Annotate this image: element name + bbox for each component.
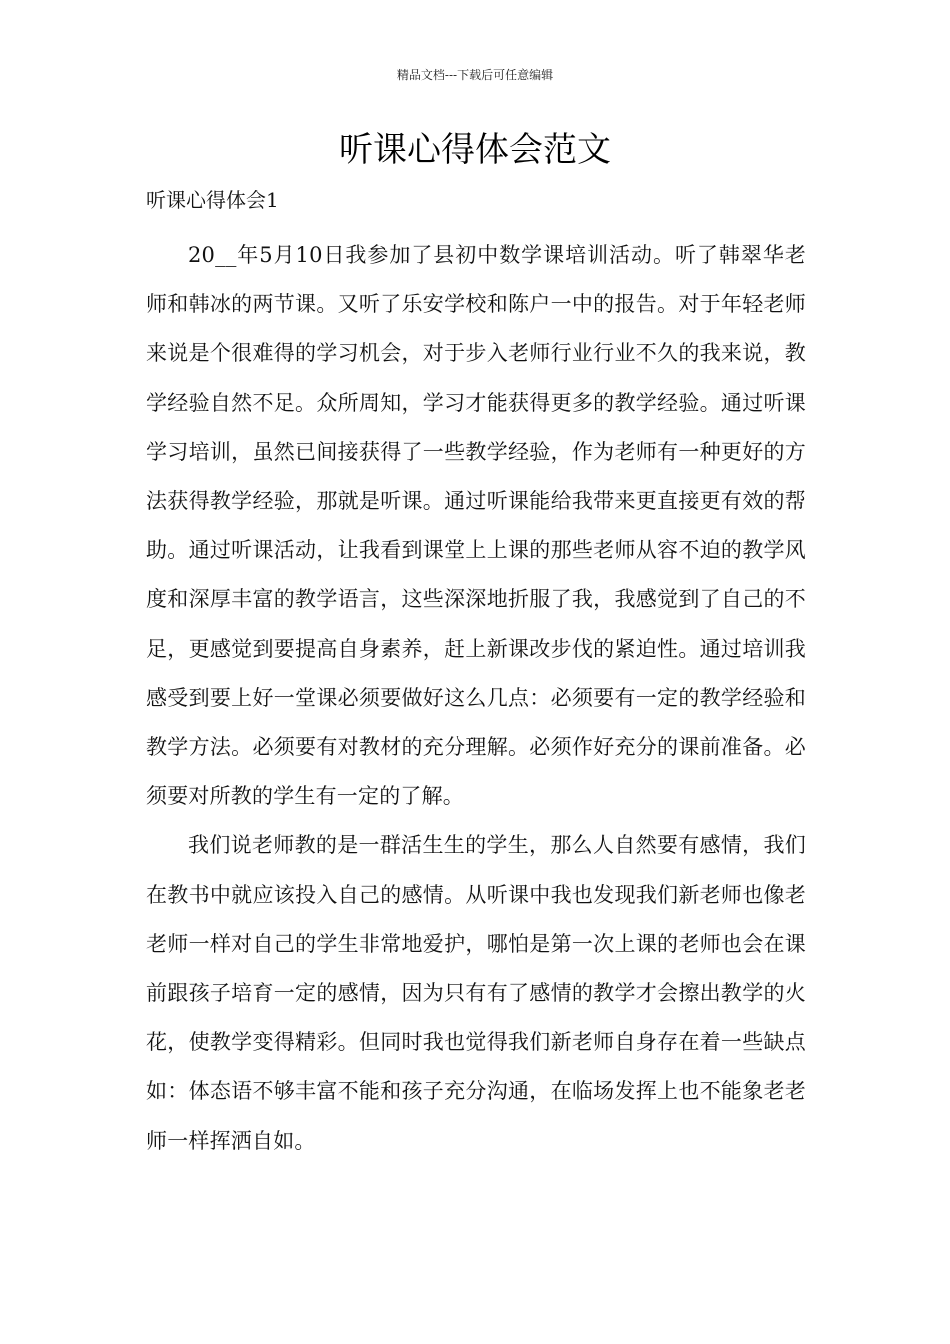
section-heading: 听课心得体会1	[146, 188, 279, 212]
paragraph-2: 我们说老师教的是一群活生生的学生，那么人自然要有感情，我们在教书中就应该投入自己的感情。从听课中我也发现我们新老师也像老老师一样对自己的学生非常地爱护，哪怕是第一次上课的老师也会在课前跟孩子培育一定的感情，因为只有有了感情的教学才会擦出教学的火花，使教学变得精彩。但同时我也觉得我们新老师自身存在着一些缺点如：体态语不够丰富不能和孩子充分沟通，在临场发挥上也不能象老老师一样挥洒自如。	[146, 833, 806, 1153]
page-header-note: 精品文档---下载后可任意编辑	[396, 68, 554, 82]
paragraph-1: 20__年5月10日我参加了县初中数学课培训活动。听了韩翠华老师和韩冰的两节课。又听了乐安学校和陈户一中的报告。对于年轻老师来说是个很难得的学习机会，对于步入老师行业行业不久的我来说，教学经验自然不足。众所周知，学习才能获得更多的教学经验。通过听课学习培训，虽然已间接获得了一些教学经验，作为老师有一种更好的方法获得教学经验，那就是听课。通过听课能给我带来更直接更有效的帮助。通过听课活动，让我看到课堂上上课的那些老师从容不迫的教学风度和深厚丰富的教学语言，这些深深地折服了我，我感觉到了自己的不足，更感觉到要提高自身素养，赶上新课改步伐的紧迫性。通过培训我感受到要上好一堂课必须要做好这么几点：必须要有一定的教学经验和教学方法。必须要有对教材的充分理解。必须作好充分的课前准备。必须要对所教的学生有一定的了解。	[146, 243, 806, 809]
document-title: 听课心得体会范文	[339, 130, 611, 170]
document-body	[146, 231, 806, 1166]
